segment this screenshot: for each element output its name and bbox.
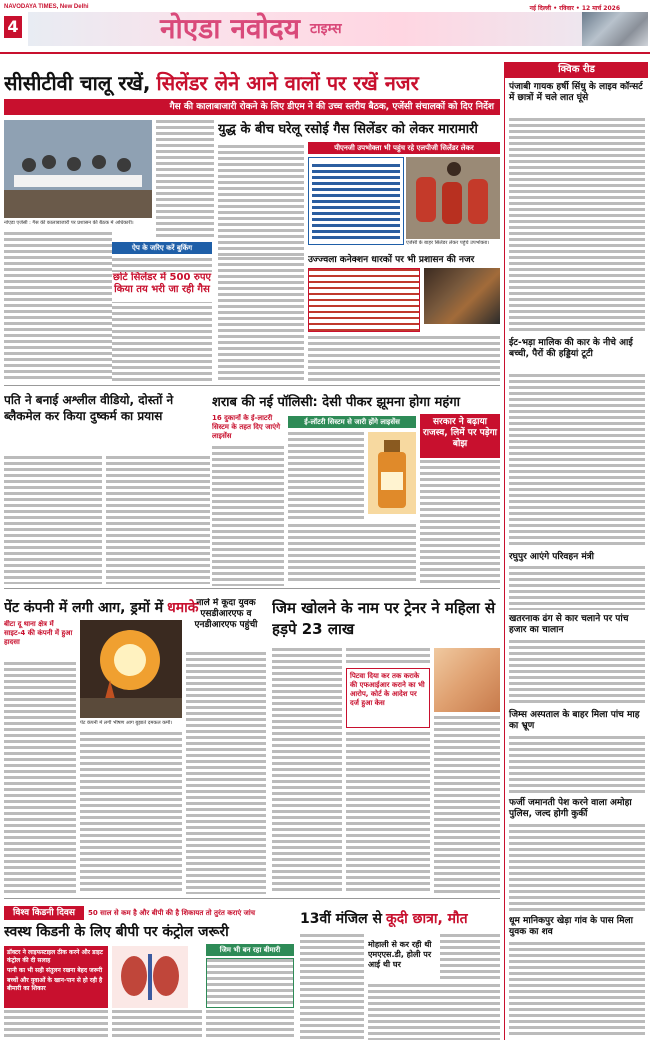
- quick-read-item-headline: फर्जी जमानती पेश करने वाला अमोहा पुलिस, जल्द होगी कुर्की: [509, 798, 632, 819]
- kidney-tag: विश्व किडनी दिवस: [4, 906, 84, 920]
- war-headline: युद्ध के बीच घरेलू रसोई गैस सिलेंडर को लेकर मारामारी: [218, 122, 478, 137]
- gym-body-col2: [346, 648, 430, 666]
- liquor-body-col3: [288, 524, 416, 584]
- war-photo-caption: एजेंसी के बाहर सिलेंडर लेकर पहुंचे उपभोक्ता।: [406, 240, 490, 246]
- quick-read-item: [509, 710, 645, 732]
- paint-bullet: बीटा दू थाना क्षेत्र में साइट-4 की कंपनी में हुआ हादसा: [4, 620, 73, 646]
- liquor-box-body: [420, 460, 500, 584]
- kidney-green-banner: जिम भी बन रहा बीमारी: [206, 944, 294, 956]
- kidney-bullet: बच्चों और युवाओं के खान-पान से हो रही है बीमारी का शिकार: [7, 977, 103, 992]
- kidney-bullet: पानी का भी सही संतुलन रखना बेहद जरूरी: [7, 967, 103, 974]
- masthead-title-part2: नवोदय: [230, 12, 300, 45]
- masthead-skyline-photo: [582, 12, 648, 46]
- liquor-sub1: 16 दुकानों के ई-लाटरी सिस्टम के तहत दिए जाएंगे लाइसेंस: [212, 414, 281, 440]
- liquor-photo: [368, 432, 416, 514]
- gym-headline: जिम खोलने के नाम पर ट्रेनर ने महिला से हड़पे 23 लाख: [272, 599, 496, 638]
- liquor-body-col2: [288, 432, 364, 520]
- kidney-green-box: [206, 958, 294, 1008]
- quick-read-item: [509, 916, 645, 938]
- quick-read-item-headline: पंजाबी गायक हर्षी सिंधु के लाइव कॉन्सर्ट में छात्रों में चले लात घूंसे: [509, 82, 643, 103]
- kidney-headline: स्वस्थ किडनी के लिए बीपी पर कंट्रोल जरूरी: [4, 924, 229, 940]
- jump-headline: [300, 906, 500, 930]
- lead-box-label: ऐप के जरिए करें बुकिंग: [112, 242, 212, 254]
- page-number: 4: [4, 16, 22, 38]
- quick-read-item-headline: ईट-भड़ा मालिक की कार के नीचे आई बच्ची, पैरों की हड्डियां टूटी: [509, 338, 633, 359]
- lead-box-col-body2: [112, 306, 212, 382]
- war-photo: [406, 157, 500, 239]
- lead-headline-red: सिलेंडर लेने आने वालों पर रखें नजर: [156, 70, 419, 95]
- lead-photo: [4, 120, 152, 218]
- liquor-box-title: सरकार ने बढ़ाया राजस्व, लिमें पर पड़ेगा बोझ: [420, 414, 500, 458]
- ujjwala-body: [308, 336, 500, 382]
- jump-headline-black: 13वीं मंजिल से: [300, 910, 382, 927]
- paint-headline-black: पेंट कंपनी में लगी आग, ड्रमों में: [4, 599, 164, 616]
- masthead-left-tag: NAVODAYA TIMES, New Delhi: [4, 4, 89, 10]
- ujjwala-photo: [424, 268, 500, 324]
- quick-read-item: [509, 338, 645, 360]
- kidney-bullets: [4, 946, 108, 1008]
- quick-read-item-headline: रघुपुर आएंगे परिवहन मंत्री: [509, 552, 595, 562]
- quick-read-item-headline: जिम्स अस्पताल के बाहर मिला पांच माह का भ्रूण: [509, 710, 640, 731]
- liquor-body-col1: [212, 446, 284, 586]
- wife-body-col2: [106, 456, 210, 584]
- masthead-title: [160, 10, 342, 46]
- quick-read-item: [509, 552, 645, 563]
- war-body-col1: [218, 145, 304, 257]
- paint-headline-red: धमाके: [167, 599, 199, 616]
- lead-headline-black: सीसीटीवी चालू रखें,: [4, 70, 151, 95]
- jump-body-col2: [368, 984, 500, 1040]
- masthead-title-part3: टाइम्स: [309, 20, 342, 37]
- war-banner: पीएनजी उपभोक्ता भी पहुंच रहे एलपीजी सिलेंडर लेकर: [308, 142, 500, 154]
- masthead-date: नई दिल्ली • रविवार • 12 मार्च 2026: [529, 5, 620, 12]
- kidney-body-col3: [206, 1010, 294, 1040]
- paint-body-col2: [80, 732, 182, 894]
- quick-read-item-headline: खतरनाक ढंग से कार चलाने पर पांच हजार का चालान: [509, 614, 629, 635]
- war-body-col2: [218, 257, 304, 382]
- lead-headline: [4, 68, 500, 96]
- lead-subhead: गैस की कालाबाजारी रोकने के लिए डीएम ने की उच्च स्तरीय बैठक, एजेंसी संचालकों को दिए निर्देश: [4, 99, 500, 115]
- jump-headline-red: कूदी छात्रा, मौत: [385, 910, 468, 927]
- paint-photo: [80, 620, 182, 718]
- quick-read-item-headline: धूम मानिकपुर खेड़ा गांव के पास मिला युवक का शव: [509, 916, 633, 937]
- liquor-banner: ई-लॉटरी सिस्टम से जारी होंगे लाइसेंस: [288, 416, 416, 428]
- quick-read-item: [509, 798, 645, 820]
- wife-body-col1: [4, 456, 102, 584]
- lead-photo-caption: नोएडा एजेंसी : गैस की कालाबाजारी पर प्रशासन की बैठक में अधिकारी।: [4, 220, 134, 226]
- paint-sub-body: [186, 652, 266, 894]
- paint-body-col1: [4, 662, 76, 894]
- war-quote-box: [308, 157, 404, 245]
- quick-read-title: क्विक रीड: [505, 62, 648, 78]
- kidney-body-col2: [112, 1010, 202, 1040]
- lead-body-col1: [4, 232, 112, 382]
- kidney-photo: [112, 946, 188, 1008]
- quick-read-item: [509, 82, 645, 104]
- gym-body-col2b: [346, 732, 430, 894]
- masthead-title-part1: नोएडा: [160, 12, 221, 45]
- gym-body-col3: [434, 716, 500, 894]
- kidney-tag-headline: 50 साल से कम है और बीपी की है शिकायत तो तुरंत कराएं जांच: [88, 909, 256, 917]
- kidney-bullet: डॉक्टर ने लाइफस्टाइल ठीक करने और डाइट कंट्रोल की दी सलाह: [7, 949, 103, 964]
- paint-sub-head: नाले में कूदा युवक एसडीआरएफ व एनडीआरएफ पहुंची: [194, 598, 258, 630]
- wife-headline: पति ने बनाई अश्लील वीडियो, दोस्तों ने ब्लैकमेल कर किया दुष्कर्म का प्रयास: [4, 393, 174, 423]
- ujjwala-box: [308, 268, 420, 332]
- paint-photo-caption: पेंट कंपनी में लगी भीषण आग बुझाते दमकल कर्मी।: [80, 720, 173, 726]
- lead-body-col3: [156, 120, 214, 238]
- kidney-body-col1: [4, 1010, 108, 1040]
- jump-body-col1: [300, 934, 364, 1040]
- jump-body-col3: [440, 934, 500, 982]
- lead-box-headline: छोटे सिलेंडर में 500 रुपए किया तय भरी जा रही गैस: [112, 272, 212, 302]
- gym-photo: [434, 648, 500, 712]
- ujjwala-headline: उज्ज्वला कनेक्शन धारकों पर भी प्रशासन की नजर: [308, 255, 475, 265]
- jump-callout: मोहाली से कर रही थी एमएएस.डी, होली पर आई थी घर: [368, 940, 432, 969]
- liquor-headline: शराब की नई पॉलिसी: देसी पीकर झूमना होगा महंगा: [212, 395, 461, 410]
- gym-callout: पिटवा दिया कर तक कराके की एफआईआर कराने का भी आरोप, कोर्ट के आदेश पर दर्ज हुआ केस: [346, 668, 430, 728]
- quick-read-item: [509, 614, 645, 636]
- masthead: [0, 0, 650, 60]
- gym-body-col1: [272, 648, 342, 894]
- quick-read-column: [504, 62, 648, 1040]
